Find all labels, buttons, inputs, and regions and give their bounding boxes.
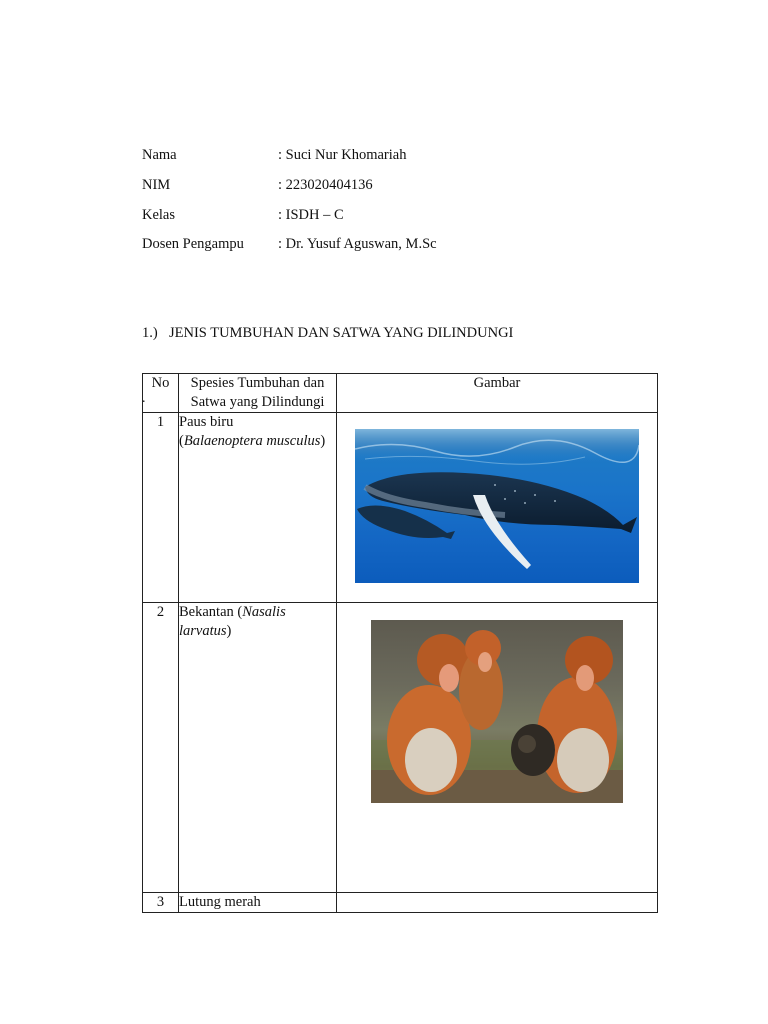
species-latin-name: Balaenoptera musculus [183,433,321,449]
table-header-row [143,374,658,413]
species-common-name: Lutung merah [179,894,261,910]
species-common-name: Bekantan ( [179,604,243,620]
proboscis-monkey-illustration [371,620,623,803]
table-row [143,603,658,893]
header-no-dot: . [142,391,146,406]
header-species-line1: Spesies Tumbuhan dan [190,375,325,391]
proboscis-monkey-photo [371,620,623,803]
info-value: : ISDH – C [278,207,344,223]
table-row [143,893,658,913]
species-name [179,893,337,913]
table-row [143,413,658,603]
section-title: JENIS TUMBUHAN DAN SATWA YANG DILINDUNGI [169,325,514,341]
header-no-label: No [151,375,170,391]
header-species-line2: Satwa yang Dilindungi [190,394,325,410]
info-label: Nama [142,147,177,163]
paren-close: ) [226,623,232,639]
section-number: 1.) [142,325,158,341]
species-latin-name: Nasalis larvatus [179,604,286,639]
section-heading [142,323,513,343]
info-value: : 223020404136 [278,177,373,193]
info-value: : Suci Nur Khomariah [278,147,407,163]
blue-whale-illustration [355,429,639,583]
info-label: Kelas [142,207,176,223]
species-table [142,373,658,913]
info-value: : Dr. Yusuf Aguswan, M.Sc [278,236,437,252]
species-common-name: Paus biru [179,414,234,430]
species-name [179,603,337,893]
paren-open: ( [179,433,184,449]
header-image: Gambar [337,374,658,413]
paren-close: ) [320,433,326,449]
header-no [143,374,179,413]
row-number: 1 [143,413,179,603]
blue-whale-photo [355,429,639,583]
species-image-cell [337,893,658,913]
species-name [179,413,337,603]
species-image-cell [337,603,658,893]
species-image-cell [337,413,658,603]
info-label: NIM [142,177,171,193]
header-species [179,374,337,413]
info-label: Dosen Pengampu [142,236,244,252]
row-number: 2 [143,603,179,893]
row-number: 3 [143,893,179,913]
